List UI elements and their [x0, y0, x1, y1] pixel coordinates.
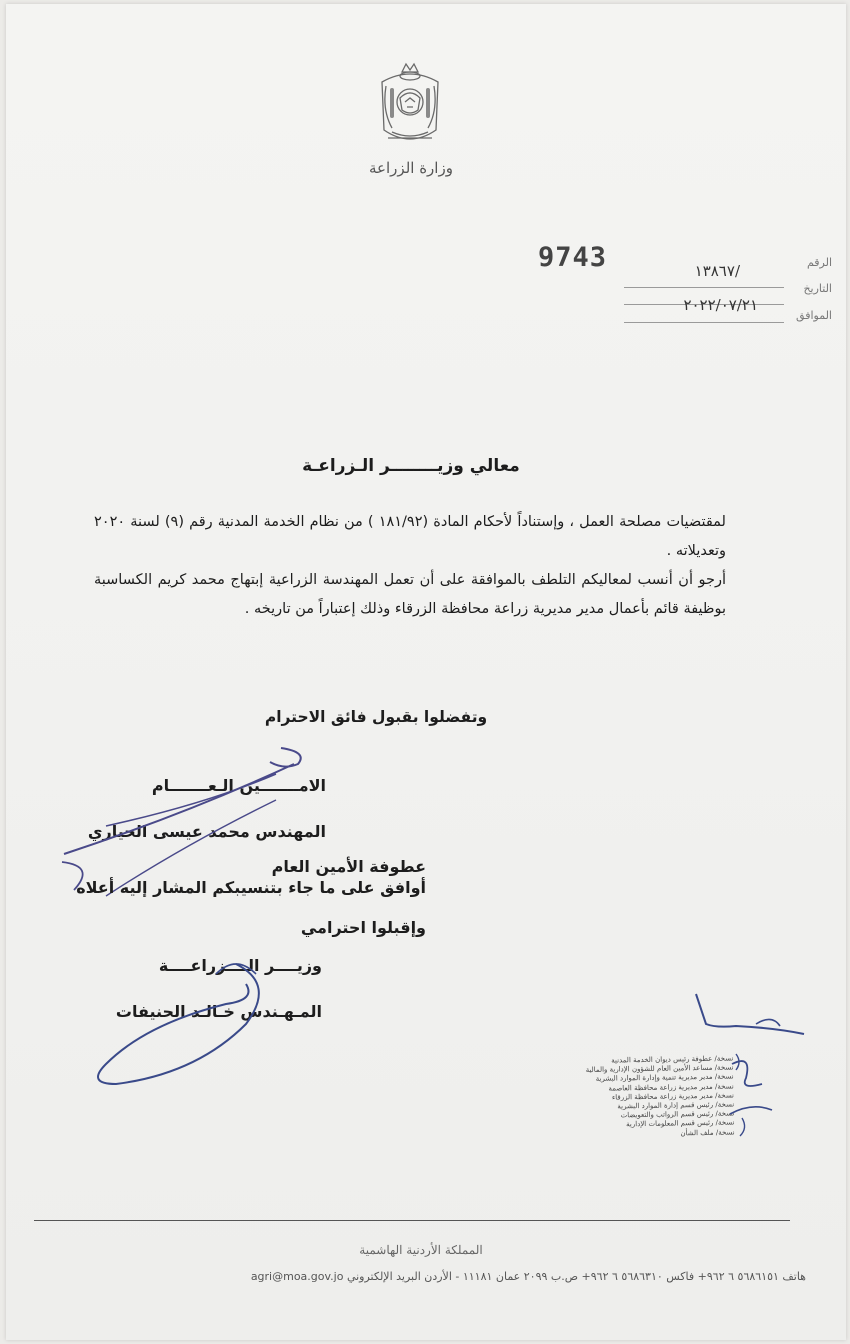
- closing-phrase: وتفضلوا بقبول فائق الاحترام: [264, 708, 488, 726]
- footer-contact-info: هاتف ٥٦٨٦١٥١ ٦ ٩٦٢+ فاكس ٥٦٨٦٣١٠ ٦ ٩٦٢+ ص.ب ٢٠٩٩ عمان ١١١٨١ - الأردن البريد الإلكتروني agri@moa.gov.jo: [250, 1270, 806, 1283]
- distribution-item: نسخة/ ملف الشأن: [680, 1128, 735, 1137]
- distribution-initials: [722, 1044, 782, 1144]
- letter-page: [6, 4, 846, 1340]
- distribution-item: نسخة/ عطوفة رئيس ديوان الخدمة المدنية: [611, 1054, 734, 1065]
- footer-country-name: المملكة الأردنية الهاشمية: [359, 1243, 483, 1257]
- distribution-item: نسخة/ رئيس قسم الرواتب والتعويضات: [620, 1109, 735, 1120]
- distribution-item: نسخة/ مساعد الأمين العام للشؤون الإدارية والمالية: [585, 1063, 734, 1075]
- minister-name: المـهـندس خـالـد الحنيفات: [115, 1002, 322, 1021]
- secretary-general-title: الامـــــــين الـعـــــــام: [151, 776, 326, 795]
- secretary-general-name: المهندس محمد عيسى الحياري: [87, 822, 326, 841]
- distribution-item: نسخة/ رئيس قسم إدارة الموارد البشرية: [617, 1100, 735, 1111]
- distribution-item: نسخة/ مدير مديرية زراعة محافظة العاصمة: [608, 1082, 734, 1093]
- addressee-line: معالي وزيــــــــر الـزراعـة: [302, 456, 520, 476]
- corresponding-date-label: الموافق: [796, 309, 832, 322]
- letter-paragraph-1: لمقتضيات مصلحة العمل ، وإستناداً لأحكام المادة (١٨١/٩٢ ) من نظام الخدمة المدنية رقم (٩) لسنة ٢٠٢٠ وتعديلاته .: [94, 514, 726, 559]
- letter-paragraph-2: أرجو أن أنسب لمعاليكم التلطف بالموافقة على أن تعمل المهندسة الزراعية إبتهاج محمد كريم الكساسبة بوظيفة قائم بأعمال مدير مديرية زراعة محافظة الزرقاء وذلك إعتباراً من تاريخه .: [94, 572, 726, 617]
- approval-statement: أوافق على ما جاء بتنسيبكم المشار إليه أعلاه: [76, 878, 426, 897]
- reference-number-label: الرقم: [806, 256, 832, 269]
- distribution-item: نسخة/ مدير مديرية زراعة محافظة الزرقاء: [611, 1091, 735, 1102]
- ministry-name: وزارة الزراعة: [369, 159, 453, 177]
- footer-divider: [34, 1220, 790, 1221]
- reference-number-line: [624, 287, 784, 288]
- approval-regards: وإقبلوا احترامي: [300, 918, 426, 937]
- minister-signature: [86, 944, 286, 1094]
- corresponding-date-value: ٢٠٢٢/٠٧/٢١: [683, 296, 758, 314]
- approval-salutation: عطوفة الأمين العام: [271, 857, 426, 876]
- distribution-item: نسخة/ مدير مديرية تنمية وإدارة الموارد البشرية: [595, 1072, 734, 1084]
- distribution-item: نسخة/ رئيس قسم المعلومات الإدارية: [626, 1118, 735, 1129]
- corresponding-date-line: [624, 322, 784, 323]
- distribution-list: [553, 1054, 734, 1140]
- date-label: التاريخ: [803, 282, 832, 295]
- minister-title: وزيــــر الــــزراعــــة: [158, 956, 322, 975]
- reference-number-value: /١٣٨٦٧: [694, 262, 740, 280]
- serial-number: 9743: [538, 242, 608, 273]
- coat-of-arms-emblem: [372, 58, 448, 152]
